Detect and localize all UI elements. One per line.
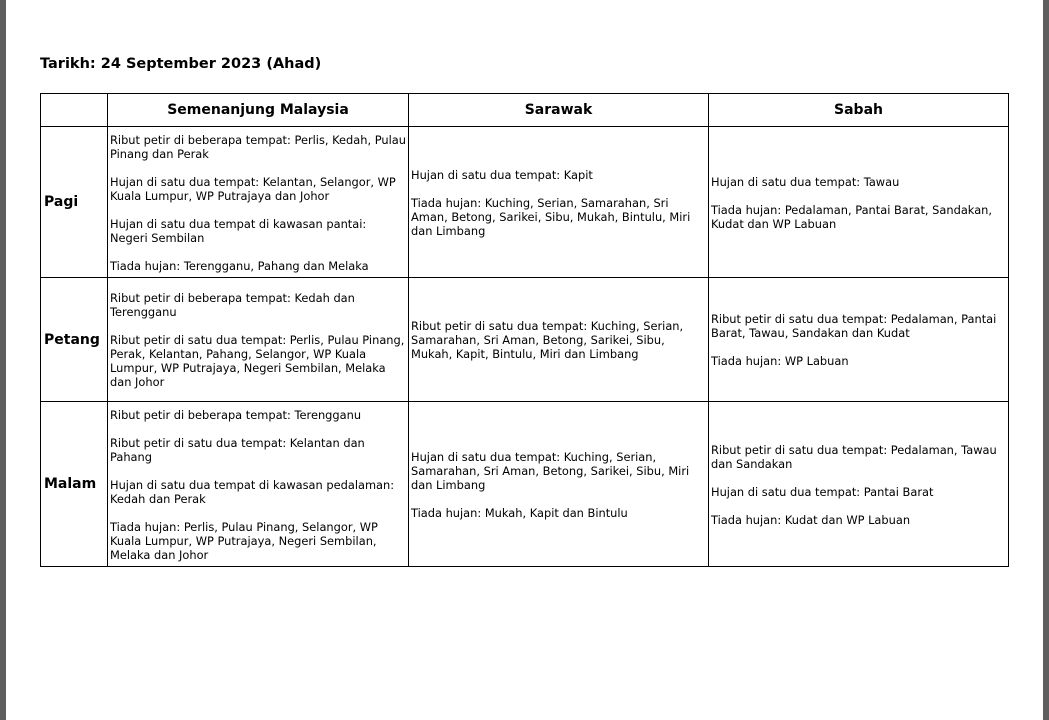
cell-petang-sarawak — [409, 278, 709, 402]
forecast-line: Tiada hujan: WP Labuan — [711, 354, 849, 368]
header-sabah: Sabah — [709, 94, 1009, 127]
forecast-line: Hujan di satu dua tempat: Tawau — [711, 174, 900, 189]
cell-malam-sarawak — [409, 402, 709, 567]
header-sarawak: Sarawak — [409, 94, 709, 127]
table-header-row — [41, 94, 1009, 127]
forecast-line: Tiada hujan: Mukah, Kapit dan Bintulu — [411, 505, 628, 520]
forecast-line: Ribut petir di beberapa tempat: Terengganu — [110, 407, 362, 422]
table-row-malam — [41, 402, 1009, 567]
header-period — [41, 94, 108, 127]
forecast-line: Tiada hujan: Kudat dan WP Labuan — [711, 512, 911, 527]
forecast-line: Tiada hujan: Kuching, Serian, Samarahan, Sri Aman, Betong, Sarikei, Sibu, Mukah, Bintulu, Miri dan Limbang — [411, 195, 691, 238]
viewer-right-edge — [1043, 0, 1049, 720]
forecast-line: Ribut petir di satu dua tempat: Pedalaman, Pantai Barat, Tawau, Sandakan dan Kudat — [711, 312, 997, 340]
forecast-line: Hujan di satu dua tempat di kawasan pedalaman: Kedah dan Perak — [110, 477, 395, 506]
forecast-table — [40, 93, 1009, 567]
forecast-line: Hujan di satu dua tempat: Kelantan, Selangor, WP Kuala Lumpur, WP Putrajaya dan Johor — [110, 174, 396, 203]
forecast-line: Hujan di satu dua tempat: Kapit — [411, 167, 593, 182]
forecast-line: Hujan di satu dua tempat di kawasan pantai: Negeri Sembilan — [110, 216, 367, 245]
cell-petang-semenanjung — [108, 278, 409, 402]
forecast-line: Ribut petir di satu dua tempat: Pedalaman, Tawau dan Sandakan — [711, 442, 997, 471]
period-pagi: Pagi — [41, 127, 108, 278]
forecast-line: Ribut petir di satu dua tempat: Kelantan dan Pahang — [110, 435, 365, 464]
table-row-pagi — [41, 127, 1009, 278]
forecast-line: Ribut petir di satu dua tempat: Kuching, Serian, Samarahan, Sri Aman, Betong, Sarikei, Sibu, Mukah, Kapit, Bintulu, Miri dan Limbang — [411, 319, 684, 361]
table-row-petang — [41, 278, 1009, 402]
date-heading: Tarikh: 24 September 2023 (Ahad) — [40, 56, 322, 72]
forecast-line: Tiada hujan: Pedalaman, Pantai Barat, Sandakan, Kudat dan WP Labuan — [711, 202, 993, 231]
cell-pagi-semenanjung — [108, 127, 409, 278]
forecast-line: Tiada hujan: Terengganu, Pahang dan Melaka — [110, 258, 369, 273]
cell-malam-semenanjung — [108, 402, 409, 567]
cell-pagi-sarawak — [409, 127, 709, 278]
forecast-line: Ribut petir di satu dua tempat: Perlis, Pulau Pinang, Perak, Kelantan, Pahang, Selangor, WP Kuala Lumpur, WP Putrajaya, Negeri Sembilan, Melaka dan Johor — [110, 333, 405, 389]
cell-malam-sabah — [709, 402, 1009, 567]
header-semenanjung: Semenanjung Malaysia — [108, 94, 409, 127]
forecast-line: Ribut petir di beberapa tempat: Perlis, Kedah, Pulau Pinang dan Perak — [110, 132, 406, 161]
forecast-line: Tiada hujan: Perlis, Pulau Pinang, Selangor, WP Kuala Lumpur, WP Putrajaya, Negeri Sembilan, Melaka dan Johor — [110, 519, 378, 562]
cell-pagi-sabah — [709, 127, 1009, 278]
period-malam: Malam — [41, 402, 108, 567]
cell-petang-sabah — [709, 278, 1009, 402]
forecast-line: Ribut petir di beberapa tempat: Kedah dan Terengganu — [110, 291, 355, 319]
forecast-line: Hujan di satu dua tempat: Pantai Barat — [711, 484, 934, 499]
forecast-line: Hujan di satu dua tempat: Kuching, Serian, Samarahan, Sri Aman, Betong, Sarikei, Sibu, Miri dan Limbang — [411, 449, 690, 492]
document-page — [6, 0, 1043, 720]
period-petang: Petang — [41, 278, 108, 402]
